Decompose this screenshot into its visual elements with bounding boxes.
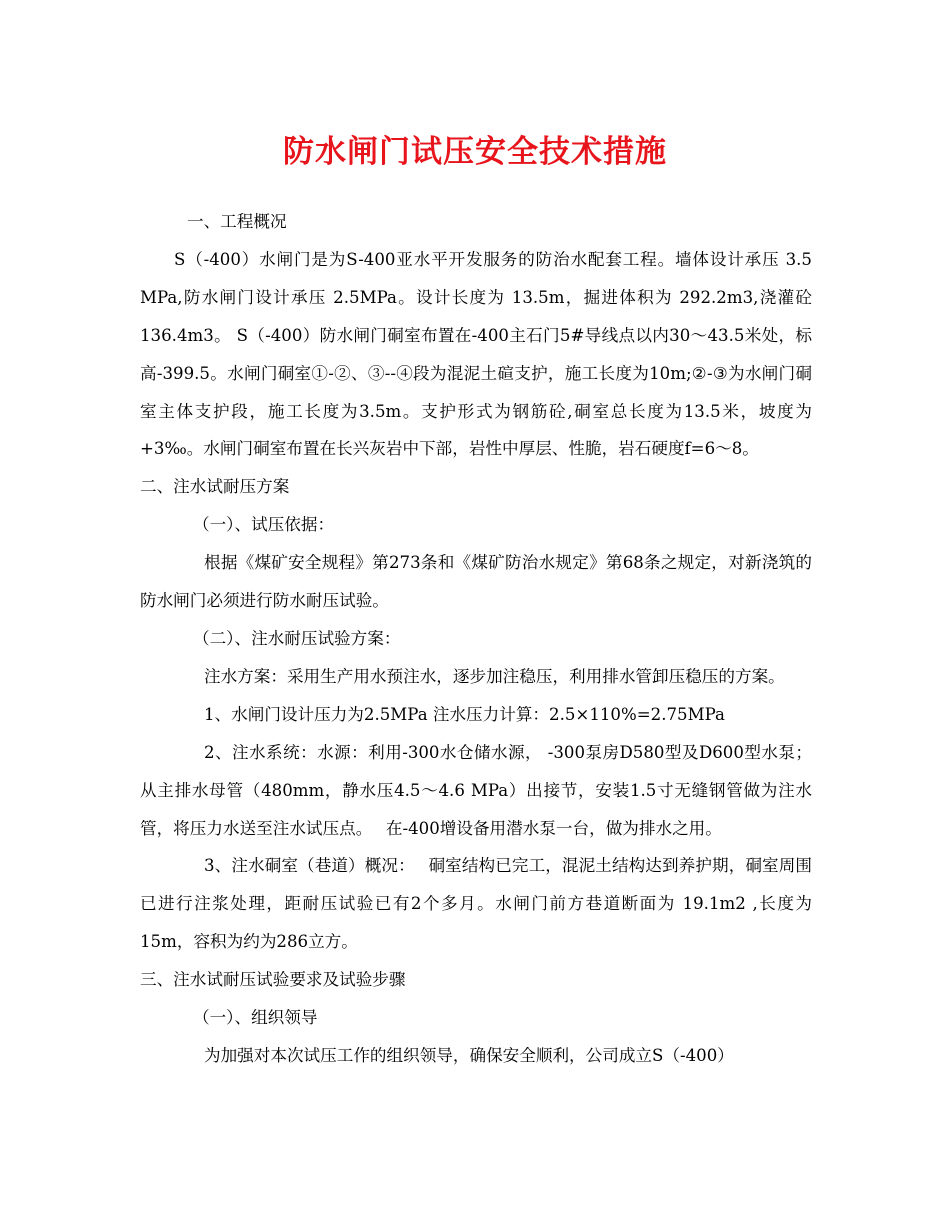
item-chamber-overview: 3、注水硐室（巷道）概况： 硐室结构已完工，混泥土结构达到养护期，硐室周围已进行注浆处理，距耐压试验已有2个多月。水闸门前方巷道断面为 19.1m2 ,长度为15m，容积为约为286立方。: [140, 856, 812, 952]
injection-plan-paragraph: 注水方案：采用生产用水预注水，逐步加注稳压，利用排水管卸压稳压的方案。: [204, 666, 785, 686]
basis-paragraph: 根据《煤矿安全规程》第273条和《煤矿防治水规定》第68条之规定，对新浇筑的防水闸门必须进行防水耐压试验。: [140, 553, 812, 611]
item-injection-system: 2、注水系统：水源：利用-300水仓储水源， -300泵房D580型及D600型水泵；从主排水母管（480mm，静水压4.5～4.6 MPa）出接节，安装1.5寸无缝钢管做为注水管，将压力水送至注水试压点。 在-400增设备用潜水泵一台，做为排水之用。: [140, 742, 812, 838]
subsection-heading-basis: （一）、试压依据：: [193, 515, 335, 535]
organization-paragraph: 为加强对本次试压工作的组织领导，确保安全顺利，公司成立S（-400）: [204, 1045, 734, 1065]
section-heading-overview: 一、工程概况: [187, 212, 287, 231]
section-heading-test-plan: 二、注水试耐压方案: [140, 477, 290, 497]
subsection-heading-test-scheme: （二）、注水耐压试验方案：: [193, 628, 401, 648]
document-title: 防水闸门试压安全技术措施: [283, 134, 667, 170]
subsection-heading-organization: （一）、组织领导: [193, 1008, 318, 1028]
overview-paragraph: S（-400）水闸门是为S-400亚水平开发服务的防治水配套工程。墙体设计承压 3.5 MPa,防水闸门设计承压 2.5MPa。设计长度为 13.5m，掘进体积为 292.2m3,浇灌砼 136.4m3。 S（-400）防水闸门硐室布置在-400主石门5#导线点以内30～43.5米处，标高-399.5。水闸门硐室①-②、③--④段为混泥土碹支护，施工长度为10m;②-③为水闸门硐室主体支护段，施工长度为3.5m。支护形式为钢筋砼,硐室总长度为13.5米，坡度为+3‰。水闸门硐室布置在长兴灰岩中下部，岩性中厚层、性脆，岩石硬度f=6～8。: [140, 249, 812, 459]
section-heading-requirements: 三、注水试耐压试验要求及试验步骤: [140, 970, 406, 990]
document-body: [140, 203, 812, 1075]
item-design-pressure: 1、水闸门设计压力为2.5MPa 注水压力计算：2.5×110%=2.75MPa: [204, 704, 725, 724]
